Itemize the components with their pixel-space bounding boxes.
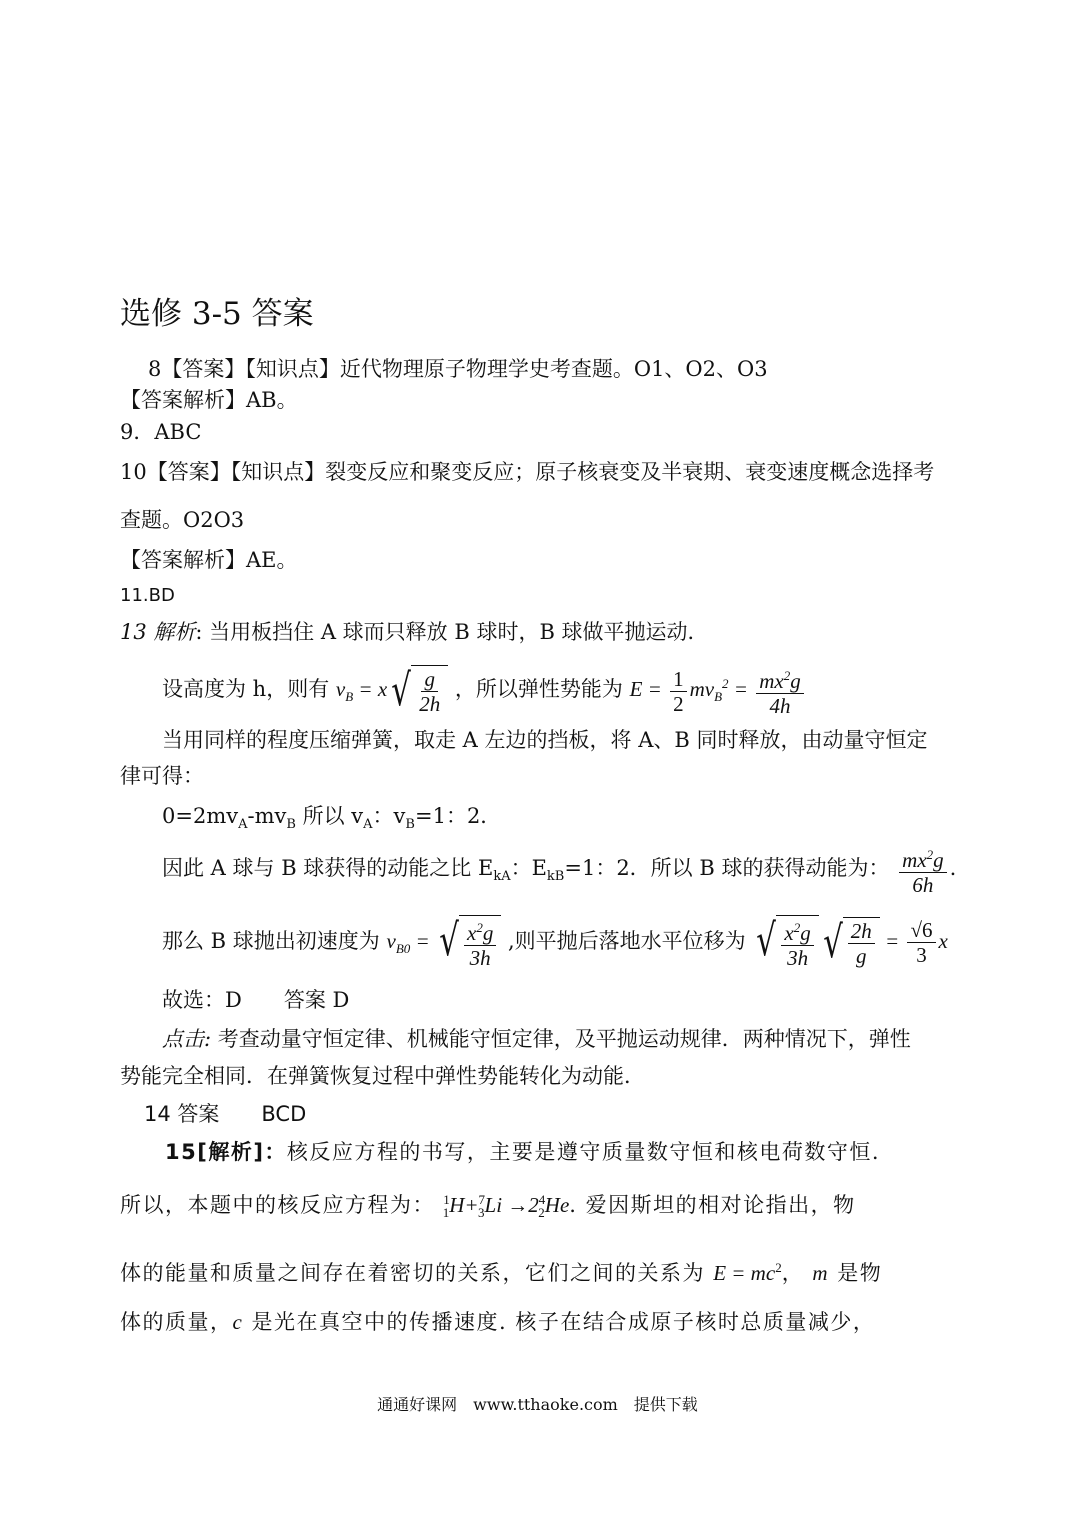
q13-comment: 点击: 考查动量守恒定律、机械能守恒定律，及平抛运动规律．两种情况下，弹性: [162, 1027, 911, 1051]
q10-answer-line: 10【答案】【知识点】裂变反应和聚变反应；原子核衰变及半衰期、衰变速度概念选择考: [120, 460, 935, 484]
velocity-line: 那么 B 球抛出初速度为 $v_{B0}$ = √ $\frac{x^2g}{3h}$ ,则平抛后落地水平位移为 √ $\frac{x^2g}{3h}$ √ $\frac{2h}{g}$ = $\frac{√6}{3}$ x: [162, 915, 948, 970]
q13-intro: [120, 618, 709, 646]
page-title: 选修 3-5 答案: [120, 296, 314, 332]
c-symbol: c: [232, 1310, 244, 1334]
ke-formula: $\frac{mx^2g}{6h}$: [899, 843, 947, 897]
q8-answer-line: 8【答案】【知识点】近代物理原子物理学史考查题。O1、O2、O3: [148, 357, 768, 381]
energy-formula: E = $\frac{1}{2}$ $mv_B^2$ = $\frac{mx^2g}{4h}$: [630, 677, 807, 701]
q13-label: 13 解析: [120, 620, 196, 644]
q11-answer: 11.BD: [120, 585, 175, 606]
q13-line3: 当用同样的程度压缩弹簧，取走 A 左边的挡板，将 A、B 同时释放，由动量守恒定: [162, 728, 928, 752]
q13-height-text: 设高度为 h，则有: [162, 677, 330, 701]
m-symbol: m: [812, 1261, 830, 1285]
vb-formula: $v_B = x$: [335, 677, 388, 705]
displacement-formula: √ $\frac{x^2g}{3h}$: [752, 915, 818, 970]
vb0-formula: $v_{B0}$ =: [386, 929, 435, 957]
q13-comment-2: 势能完全相同．在弹簧恢复过程中弹性势能转化为动能．: [120, 1064, 645, 1088]
q13-intro-text: : 当用板挡住 A 球而只释放 B 球时，B 球做平抛运动．: [195, 620, 709, 644]
q14-answer: 14 答案 BCD: [144, 1102, 307, 1126]
q15-label: 15[解析]：: [165, 1140, 287, 1164]
sqrt-x2g-3h: √ $\frac{x^2g}{3h}$: [435, 915, 501, 970]
q10-answer-line-2: 查题。O2O3: [120, 508, 245, 532]
q13-line4: 律可得：: [120, 764, 204, 788]
q15-line4: 体的质量，c 是光在真空中的传播速度. 核子在结合成原子核时总质量减少，: [120, 1310, 876, 1334]
q10-analysis-line: 【答案解析】AE。: [120, 548, 298, 572]
momentum-line: $0=2mv_A-mv_B$ 所以 $v_A$：$v_B=1$：2．: [162, 804, 502, 833]
sqrt-g-over-2h: √ $\frac{g}{2h}$: [387, 665, 448, 717]
q13-height-line: [162, 654, 807, 727]
q9-answer: 9．ABC: [120, 420, 202, 444]
q13-choice: 故选：D 答案 D: [162, 988, 350, 1012]
q13-energy-text: ，所以弹性势能为: [454, 677, 623, 701]
mass-energy-formula: $E = mc^2$: [713, 1260, 782, 1285]
q15-line1: 15[解析]：核反应方程的书写，主要是遵守质量数守恒和核电荷数守恒.: [165, 1140, 881, 1164]
q8-analysis-line: 【答案解析】AB。: [120, 388, 298, 412]
q15-line3: 体的能量和质量之间存在着密切的关系，它们之间的关系为 $E = mc^2$， m 是物: [120, 1260, 883, 1285]
page-footer: 通通好课网 www.tthaoke.com 提供下载: [377, 1395, 698, 1414]
kinetic-energy-line: 因此 A 球与 B 球获得的动能之比 $E_{kA}$：$E_{kB}=1$：2．所以 B 球的获得动能为： $\frac{mx^2g}{6h}$ .: [162, 838, 956, 907]
q15-line2: 所以，本题中的核反应方程为： $^1_1H+^7_3Li \to 2^4_2He$. 爱因斯坦的相对论指出，物: [120, 1192, 856, 1221]
comment-label: 点击:: [162, 1027, 212, 1051]
nuclear-equation: $^1_1H+^7_3Li \to 2^4_2He$: [442, 1192, 570, 1221]
